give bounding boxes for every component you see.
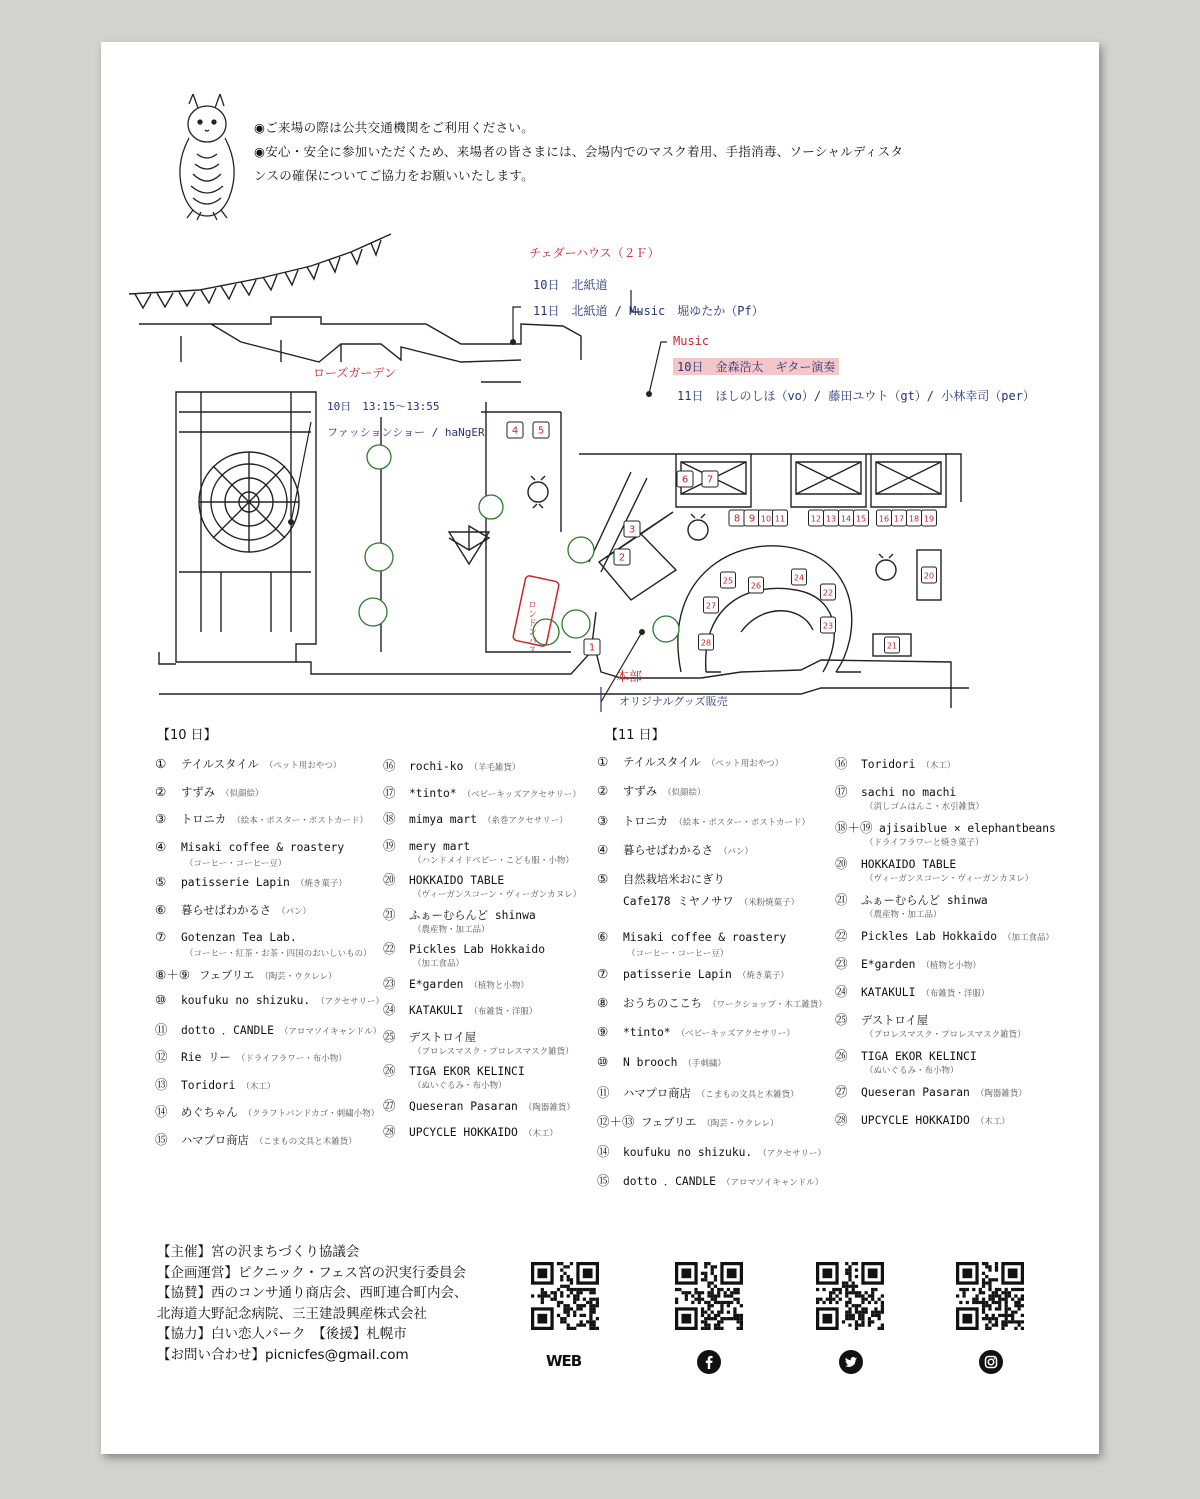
vendor-item: [155, 811, 368, 827]
facebook-qr-code[interactable]: [675, 1262, 743, 1330]
vendor-item: [155, 929, 372, 959]
vendor-item: [383, 870, 582, 900]
vendor-name: Pickles Lab Hokkaido: [861, 930, 998, 943]
day10-heading: 【10 日】: [157, 728, 217, 743]
vendor-category: （ベビーキッズアクセサリー）: [462, 789, 581, 800]
london-bus-label: ロンドンバス: [526, 600, 536, 654]
vendor-name: *tinto*: [409, 786, 457, 800]
cheddar-house-day10: 10日 北紙道: [533, 278, 608, 292]
vendor-item: [383, 756, 520, 774]
vendor-number: ⑳: [383, 872, 396, 887]
vendor-item: [597, 871, 800, 909]
vendor-category: （コーヒー・コーヒー豆）: [627, 948, 729, 959]
vendor-name: ハマプロ商店: [623, 1087, 691, 1100]
credit-planning: 【企画運営】ピクニック・フェス宮の沢実行委員会: [157, 1264, 467, 1281]
vendor-name: mery mart: [409, 839, 471, 853]
vendor-category: （布雑貨・洋服）: [921, 989, 990, 999]
vendor-item: [597, 1171, 823, 1189]
vendor-number: ②: [597, 783, 609, 799]
vendor-number: ㉒: [383, 941, 396, 956]
vendor-category: （植物と小物）: [469, 980, 529, 991]
vendor-number: ㉑: [835, 892, 848, 907]
vendor-category: （陶芸・ウクレレ）: [260, 971, 337, 982]
vendor-name: N brooch: [623, 1055, 678, 1069]
vendor-category: （こまもの文具と木雑貨）: [696, 1090, 799, 1100]
vendor-item: [597, 1083, 799, 1101]
vendor-number: ⑮: [597, 1172, 610, 1188]
vendor-number: ㉕: [383, 1028, 396, 1044]
stall-number: 15: [855, 514, 867, 524]
vendor-category: （布雑貨・洋服）: [469, 1007, 538, 1017]
vendor-item: [597, 966, 789, 981]
stall-number: 20: [923, 571, 935, 581]
hq-title: 本部: [616, 670, 643, 685]
stall-number: 3: [628, 524, 636, 536]
vendor-item: [835, 854, 1034, 884]
facebook-icon[interactable]: [697, 1350, 721, 1374]
vendor-number: ⑧＋⑨: [155, 966, 190, 982]
stall-number: 12: [810, 514, 822, 524]
vendor-number: ⑯: [835, 756, 848, 771]
vendor-number: ②: [155, 783, 167, 799]
vendor-category: （ヴィーガンスコーン・ヴィーガンカヌレ）: [413, 890, 582, 900]
vendor-category: （ドライフラワーと焼き菓子）: [865, 838, 984, 848]
notice-line-3: ンスの確保についてご協力をお願いいたします。: [254, 168, 534, 183]
day11-list-col2: [835, 754, 1075, 1194]
notice-line-2: ◉安心・安全に参加いただくため、来場者の皆さまには、会場内でのマスク着用、手指消毒、ソーシャルディスタ: [254, 144, 904, 159]
vendor-number: ⑩: [155, 992, 167, 1007]
stall-number: 5: [537, 425, 545, 437]
vendor-category: （コーヒー・紅茶・お茶・四国のおいしいもの）: [185, 949, 372, 959]
vendor-number: ⑮: [155, 1131, 168, 1147]
rose-garden-day10: 10日 13:15～13:55: [327, 400, 440, 413]
vendor-item: [835, 890, 988, 920]
vendor-name: デストロイ屋: [409, 1030, 476, 1044]
vendor-item: [155, 902, 311, 918]
vendor-number: ⑦: [155, 929, 167, 944]
vendor-item: [597, 1024, 795, 1039]
stall-number: 4: [511, 425, 519, 437]
vendor-category: （似顔絵）: [663, 788, 706, 799]
music-title: Music: [673, 334, 710, 348]
vendor-name: dotto ．CANDLE: [623, 1174, 716, 1188]
vendor-name: トロニカ: [623, 814, 669, 828]
vendor-number: ㉒: [835, 928, 848, 943]
vendor-category: （糸巻アクセサリー）: [483, 816, 568, 826]
vendor-name: ふぁーむらんど shinwa: [409, 908, 536, 922]
vendor-number: ⑰: [835, 784, 848, 799]
vendor-name: dotto ．CANDLE: [181, 1023, 274, 1037]
vendor-number: ㉖: [835, 1048, 848, 1063]
vendor-item: [597, 1112, 779, 1130]
vendor-item: [597, 1142, 826, 1160]
vendor-category: （ハンドメイドベビー・こども服・小物）: [413, 855, 574, 866]
vendor-item: [835, 1082, 1027, 1100]
vendor-item: [155, 965, 337, 983]
vendor-name: UPCYCLE HOKKAIDO: [409, 1126, 518, 1139]
vendor-item: [383, 809, 568, 827]
vendor-item: [383, 783, 581, 801]
vendor-category: （農産物・加工品）: [865, 910, 942, 920]
vendor-number: ⑱: [383, 811, 396, 826]
vendor-name: すずみ: [181, 785, 216, 799]
vendor-number: ⑥: [155, 901, 167, 917]
credit-contact: 【お問い合わせ】picnicfes@gmail.com: [157, 1346, 409, 1363]
vendor-number: ㉗: [835, 1084, 848, 1099]
vendor-number: ⑬: [155, 1076, 168, 1092]
vendor-category: （パン）: [277, 906, 312, 917]
vendor-category: （絵本・ポスター・ポストカード）: [674, 817, 810, 828]
vendor-number: ⑤: [155, 874, 167, 889]
rose-garden-title: ローズガーデン: [313, 366, 397, 380]
vendor-number: ⑨: [597, 1024, 609, 1040]
stall-number: 23: [822, 621, 834, 631]
day11-heading: 【11 日】: [605, 728, 665, 743]
vendor-item: [383, 905, 536, 935]
vendor-name: フェブリエ: [641, 1116, 697, 1130]
vendor-item: [383, 1122, 558, 1140]
stall-number: 25: [722, 576, 734, 586]
notice-line-1: ◉ご来場の際は公共交通機関をご利用ください。: [254, 120, 535, 135]
credit-support: 【協力】白い恋人パーク 【後援】札幌市: [157, 1326, 407, 1342]
vendor-category: （木工）: [523, 1129, 558, 1139]
day11-list-col1: [597, 754, 837, 1214]
vendor-category: （ペット用おやつ）: [264, 761, 342, 771]
vendor-item: [155, 784, 264, 800]
vendor-category: （ヴィーガンスコーン・ヴィーガンカヌレ）: [865, 874, 1034, 884]
vendor-category: （プロレスマスク・プロレスマスク雑貨）: [865, 1030, 1026, 1040]
stall-number: 24: [793, 573, 805, 583]
vendor-item: [383, 836, 574, 866]
vendor-name: ajisaiblue × elephantbeans: [879, 822, 1056, 835]
vendor-name: koufuku no shizuku.: [623, 1145, 753, 1159]
vendor-name: めぐちゃん: [181, 1106, 238, 1119]
vendor-item: [597, 813, 810, 829]
vendor-number: ⑧: [597, 995, 609, 1011]
vendor-item: [835, 1110, 1010, 1128]
vendor-number: ㉓: [835, 956, 848, 971]
vendor-category: （焼き菓子）: [295, 879, 347, 889]
vendor-item: [155, 756, 341, 772]
vendor-item: [155, 1047, 347, 1065]
vendor-number: ⑫＋⑬: [597, 1114, 635, 1130]
vendor-category: （プロレスマスク・プロレスマスク雑貨）: [413, 1046, 574, 1057]
vendor-item: [835, 754, 955, 772]
vendor-item: [835, 818, 1056, 848]
vendor-name: 暮らせばわかるさ: [623, 843, 714, 857]
vendor-category: （ぬいぐるみ・布小物）: [413, 1081, 507, 1091]
vendor-name: KATAKULI: [409, 1004, 464, 1017]
stall-number: 21: [886, 641, 898, 651]
vendor-item: [383, 1061, 525, 1091]
stall-number: 6: [681, 474, 689, 486]
vendor-name: トロニカ: [181, 813, 227, 826]
vendor-name: Queseran Pasaran: [409, 1099, 518, 1113]
stall-number: 11: [774, 514, 786, 524]
vendor-item: [155, 992, 384, 1007]
vendor-name: Misaki coffee & roastery: [623, 930, 787, 944]
vendor-number: ㉑: [383, 906, 396, 922]
web-label[interactable]: WEB: [546, 1352, 582, 1370]
vendor-name: Gotenzan Tea Lab.: [181, 931, 297, 944]
stall-number: 1: [588, 642, 596, 654]
vendor-item: [383, 1027, 574, 1057]
vendor-category: （加工食品）: [1003, 933, 1055, 943]
vendor-item: [383, 1000, 537, 1018]
vendor-name: TIGA EKOR KELINCI: [861, 1050, 977, 1063]
vendor-item: [383, 974, 529, 992]
vendor-number: ㉔: [835, 984, 848, 999]
hq-goods: オリジナルグッズ販売: [619, 695, 728, 708]
stall-number: 2: [618, 552, 626, 564]
vendor-number: ⑩: [597, 1053, 609, 1069]
vendor-category: （絵本・ポスター・ポストカード）: [232, 816, 368, 826]
vendor-name: KATAKULI: [861, 986, 916, 999]
vendor-name: すずみ: [623, 785, 658, 799]
vendor-category: （クラフトバンドカゴ・刺繍小物）: [243, 1109, 380, 1119]
vendor-name: rochi-ko: [409, 760, 464, 773]
vendor-category: （陶芸・ウクレレ）: [702, 1119, 779, 1130]
vendor-number: ㉘: [383, 1124, 396, 1139]
vendor-category: （焼き菓子）: [737, 970, 789, 981]
stall-number: 10: [760, 514, 772, 524]
vendor-name: フェブリエ: [199, 968, 255, 982]
vendor-name: おうちのここち: [623, 997, 703, 1011]
instagram-icon[interactable]: [979, 1350, 1003, 1374]
vendor-name: Toridori: [181, 1078, 236, 1092]
vendor-category: （ワークショップ・木工雑貨）: [708, 1000, 827, 1011]
vendor-name: Cafe178 ミヤノサワ: [623, 895, 734, 909]
vendor-number: ㉔: [383, 1002, 396, 1017]
vendor-number: ⑦: [597, 965, 609, 981]
vendor-category: （アロマソイキャンドル）: [721, 1177, 824, 1188]
stall-number: 18: [908, 514, 920, 524]
stall-number: 17: [893, 514, 905, 524]
vendor-number: ㉖: [383, 1063, 396, 1078]
vendor-item: [155, 1020, 381, 1038]
vendor-item: [835, 954, 981, 972]
vendor-category: （こまもの文具と木雑貨）: [254, 1136, 357, 1147]
vendor-number: ⑥: [597, 928, 609, 944]
twitter-qr-code[interactable]: [816, 1262, 884, 1330]
vendor-name: 自然栽培米おにぎり: [623, 873, 725, 887]
stall-number: 7: [706, 474, 714, 486]
credit-sponsor: 【協賛】西のコンサ通り商店会、西町連合町内会、: [157, 1285, 468, 1301]
credit-sponsor-cont: 北海道大野記念病院、三王建設興産株式会社: [157, 1305, 427, 1322]
vendor-item: [155, 874, 347, 889]
instagram-qr-code[interactable]: [956, 1262, 1024, 1330]
stall-number: 27: [705, 601, 717, 611]
vendor-name: Toridori: [861, 758, 916, 771]
vendor-number: ⑪: [155, 1021, 168, 1037]
vendor-number: ⑲: [383, 837, 396, 853]
vendor-item: [835, 1046, 977, 1076]
vendor-item: [835, 1010, 1026, 1040]
vendor-name: koufuku no shizuku.: [181, 994, 311, 1007]
vendor-item: [597, 1054, 726, 1069]
vendor-name: 暮らせばわかるさ: [181, 903, 272, 917]
vendor-number: ⑯: [383, 758, 396, 773]
vendor-category: （木工）: [921, 761, 956, 771]
vendor-number: ⑰: [383, 784, 396, 800]
vendor-category: （手刺繍）: [683, 1058, 726, 1069]
vendor-name: テイルスタイル: [181, 758, 259, 771]
squirrel-illustration: [171, 94, 243, 224]
vendor-category: （陶器雑貨）: [975, 1089, 1027, 1099]
credits: [157, 1242, 468, 1365]
vendor-name: Pickles Lab Hokkaido: [409, 943, 546, 956]
flyer-sheet: [101, 42, 1099, 1454]
vendor-item: [383, 1096, 575, 1114]
stall-number: 16: [878, 514, 890, 524]
vendor-item: [155, 1130, 357, 1148]
vendor-item: [835, 782, 985, 812]
vendor-name: ハマプロ商店: [181, 1133, 249, 1147]
music-day11: 11日 ほしのしほ（vo）/ 藤田ユウト（gt）/ 小林幸司（per）: [677, 389, 1035, 403]
stall-number: 13: [825, 514, 837, 524]
vendor-category: （ペット用おやつ）: [706, 759, 784, 769]
vendor-number: ㉘: [835, 1112, 848, 1127]
vendor-name: E*garden: [409, 977, 464, 991]
vendor-number: ⑭: [597, 1143, 610, 1159]
vendor-category: （木工）: [975, 1117, 1010, 1127]
vendor-continuation: [623, 893, 799, 909]
vendor-name: *tinto*: [623, 1026, 671, 1040]
vendor-category: （加工食品）: [413, 959, 465, 969]
vendor-name: Rie リー: [181, 1051, 231, 1064]
vendor-category: （米粉焼菓子）: [739, 898, 800, 909]
vendor-category: （似顔絵）: [221, 788, 264, 799]
vendor-number: ①: [155, 756, 167, 771]
stall-number: 8: [733, 513, 741, 525]
vendor-name: Queseran Pasaran: [861, 1086, 970, 1099]
cheddar-house-day11: 11日 北紙道 / Music 堀ゆたか（Pf）: [533, 304, 764, 318]
vendor-name: E*garden: [861, 958, 916, 971]
vendor-number: ③: [155, 811, 167, 826]
web-qr-code[interactable]: [531, 1262, 599, 1330]
vendor-item: [835, 982, 989, 1000]
vendor-category: （消しゴムはんこ・水引雑貨）: [865, 802, 985, 812]
stall-number: 26: [750, 581, 762, 591]
day10-list-col2: [383, 756, 613, 1216]
vendor-number: ③: [597, 812, 609, 828]
vendor-number: ⑪: [597, 1085, 610, 1100]
vendor-category: （植物と小物）: [921, 961, 981, 971]
music-day10: 10日 金森浩太 ギター演奏: [673, 358, 839, 375]
vendor-number: ④: [155, 838, 167, 854]
vendor-category: （アクセサリー）: [316, 997, 384, 1007]
vendor-name: mimya mart: [409, 813, 478, 826]
vendor-item: [597, 754, 783, 770]
vendor-name: UPCYCLE HOKKAIDO: [861, 1114, 970, 1127]
vendor-item: [155, 1102, 379, 1120]
vendor-name: HOKKAIDO TABLE: [861, 858, 957, 871]
vendor-number: ⑳: [835, 856, 848, 871]
vendor-item: [835, 926, 1054, 944]
vendor-number: ④: [597, 841, 609, 857]
cheddar-house-title: チェダーハウス（２Ｆ）: [529, 246, 660, 260]
vendor-number: ⑭: [155, 1104, 168, 1119]
vendor-item: [155, 838, 345, 869]
vendor-category: （アクセサリー）: [758, 1148, 826, 1159]
vendor-category: （アロマソイキャンドル）: [279, 1026, 382, 1037]
vendor-category: （陶器雑貨）: [523, 1102, 575, 1113]
credit-organizer: 【主催】宮の沢まちづくり協議会: [157, 1244, 360, 1260]
stall-number: 19: [923, 514, 935, 524]
vendor-number: ㉓: [383, 975, 396, 991]
vendor-category: （ベビーキッズアクセサリー）: [676, 1029, 795, 1040]
vendor-item: [597, 842, 753, 858]
vendor-category: （パン）: [719, 846, 754, 857]
vendor-category: （農産物・加工品）: [413, 924, 490, 935]
vendor-number: ⑫: [155, 1049, 168, 1064]
stall-number: 14: [840, 514, 852, 524]
vendor-item: [383, 939, 546, 969]
vendor-category: （木工）: [241, 1081, 276, 1092]
vendor-name: patisserie Lapin: [181, 876, 290, 889]
vendor-category: （ぬいぐるみ・布小物）: [865, 1066, 959, 1076]
vendor-category: （ドライフラワー・布小物）: [236, 1054, 347, 1064]
vendor-name: Misaki coffee & roastery: [181, 840, 345, 854]
vendor-name: sachi no machi: [861, 786, 957, 799]
vendor-number: ㉗: [383, 1097, 396, 1113]
day10-list-col1: [155, 756, 385, 1196]
vendor-number: ㉕: [835, 1012, 848, 1027]
vendor-name: テイルスタイル: [623, 756, 701, 769]
vendor-number: ①: [597, 754, 609, 769]
vendor-item: [597, 928, 787, 959]
vendor-name: ふぁーむらんど shinwa: [861, 894, 988, 907]
stall-number: 28: [700, 638, 712, 648]
vendor-name: patisserie Lapin: [623, 967, 732, 981]
rose-garden-show: ファッションショー / haNgER: [327, 426, 485, 439]
vendor-item: [155, 1075, 275, 1093]
twitter-icon[interactable]: [839, 1350, 863, 1374]
stall-number: 22: [822, 588, 834, 598]
vendor-name: デストロイ屋: [861, 1014, 928, 1027]
vendor-category: （羊毛雑貨）: [469, 763, 521, 773]
vendor-number: ⑱＋⑲: [835, 820, 873, 835]
vendor-item: [597, 783, 706, 799]
stall-number: 9: [748, 513, 756, 525]
vendor-category: （コーヒー・コーヒー豆）: [185, 858, 287, 869]
vendor-name: TIGA EKOR KELINCI: [409, 1065, 525, 1078]
vendor-item: [597, 995, 827, 1011]
vendor-name: HOKKAIDO TABLE: [409, 874, 505, 887]
vendor-number: ⑤: [597, 871, 609, 887]
